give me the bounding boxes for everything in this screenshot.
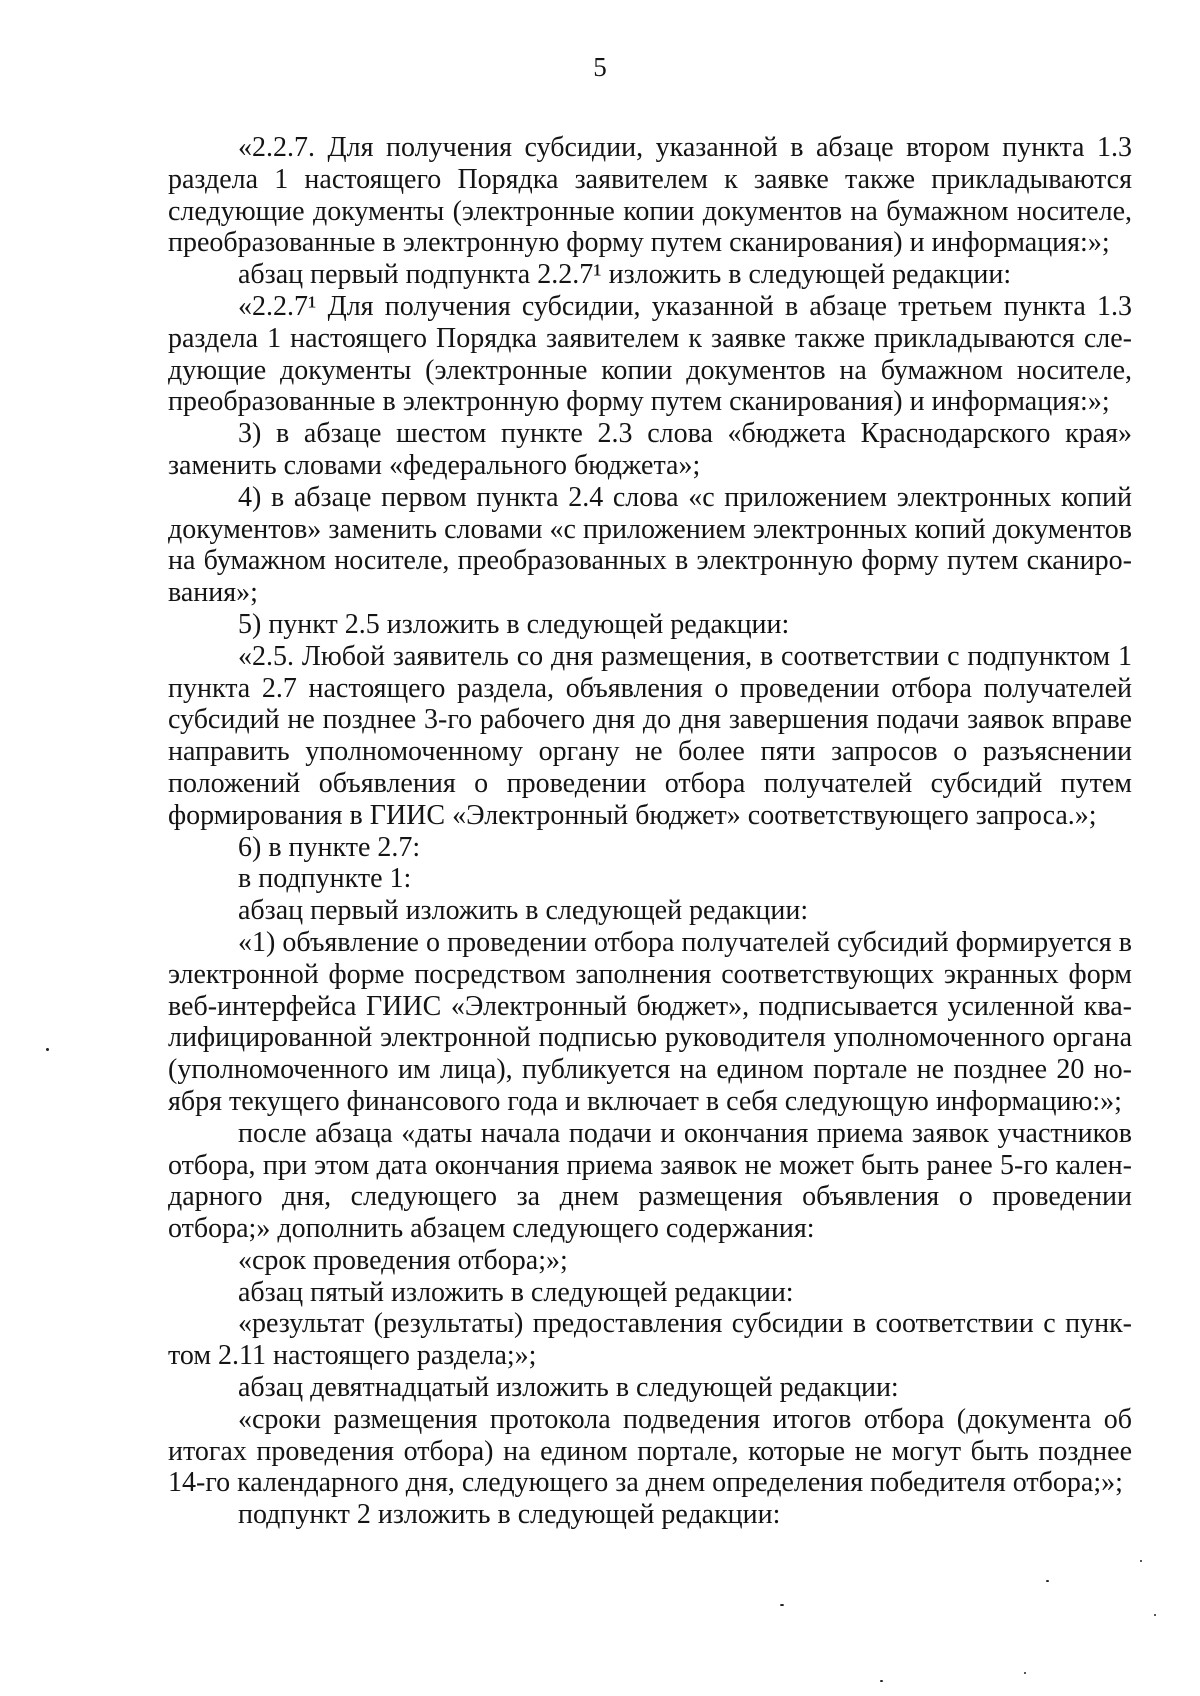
paragraph-item-4: 4) в абзаце первом пункта 2.4 слова «с приложением электронных копий документов» заменить словами «с приложением электронных копий документов на бумажном носителе, преобразованных в электронную форму путем сканирования»; bbox=[168, 481, 1132, 609]
paragraph-nineteenth-abzac: абзац девятнадцатый изложить в следующей редакции: bbox=[238, 1372, 899, 1404]
paragraph-2-2-7-1: «2.2.7¹ Для получения субсидии, указанной в абзаце третьем пункта 1.3 раздела 1 настоящего Порядка заявителем к заявке также прикладываются следующие документы (электронные копии документов на бумажном носителе, преобразованные в электронную форму путем сканирования) и информация:»; bbox=[168, 290, 1132, 418]
paragraph-item-5: 5) пункт 2.5 изложить в следующей редакции: bbox=[238, 608, 790, 640]
paragraph-subitem-1: в подпункте 1: bbox=[238, 863, 412, 895]
paragraph-result: «результат (результаты) предоставления субсидии в соответствии с пунктом 2.11 настоящего раздела;»; bbox=[168, 1308, 1132, 1372]
paragraph-2-5: «2.5. Любой заявитель со дня размещения, в соответствии с подпунктом 1 пункта 2.7 настоящего раздела, объявления о проведении отбора получателей субсидий не позднее 3-го рабочего дня до дня завершения подачи заявок вправе направить уполномоченному органу не более пяти запросов о разъяснении положений объявления о проведении отбора получателей субсидий путем формирования в ГИИС «Электронный бюджет» соответствующего запроса.»; bbox=[168, 640, 1132, 831]
document-body bbox=[168, 132, 1132, 1531]
paragraph-item-6: 6) в пункте 2.7: bbox=[238, 831, 421, 863]
scan-speck bbox=[1154, 1614, 1156, 1616]
paragraph-item-3: 3) в абзаце шестом пункте 2.3 слова «бюджета Краснодарского края» заменить словами «федерального бюджета»; bbox=[168, 418, 1132, 481]
scan-speck bbox=[1046, 1580, 1049, 1582]
page-number: 5 bbox=[593, 52, 607, 82]
paragraph-after-abzac: после абзаца «даты начала подачи и окончания приема заявок участников отбора, при этом дата окончания приема заявок не может быть ранее 5-го календарного дня, следующего за днем размещения объявления о проведении отбора;» дополнить абзацем следующего содержания: bbox=[168, 1117, 1132, 1245]
paragraph-selection-term: «срок проведения отбора;»; bbox=[238, 1244, 568, 1276]
scan-speck bbox=[1140, 1560, 1142, 1562]
scan-speck bbox=[46, 1048, 49, 1051]
paragraph-amend-2-2-7-1: абзац первый подпункта 2.2.7¹ изложить в следующей редакции: bbox=[238, 259, 1012, 291]
paragraph-subitem-2: подпункт 2 изложить в следующей редакции: bbox=[238, 1499, 781, 1531]
paragraph-fifth-abzac: абзац пятый изложить в следующей редакции: bbox=[238, 1276, 794, 1308]
paragraph-first-abzac: абзац первый изложить в следующей редакции: bbox=[238, 895, 809, 927]
paragraph-announcement: «1) объявление о проведении отбора получателей субсидий формируется в электронной форме посредством заполнения соответствующих экранных форм веб-интерфейса ГИИС «Электронный бюджет», подписывается усиленной квалифицированной электронной подписью руководителя уполномоченного органа (уполномоченного им лица), публикуется на едином портале не позднее 20 ноября текущего финансового года и включает в себя следующую информацию:»; bbox=[168, 926, 1132, 1117]
paragraph-2-2-7: «2.2.7. Для получения субсидии, указанной в абзаце втором пункта 1.3 раздела 1 настоящего Порядка заявителем к заявке также прикладываются следующие документы (электронные копии документов на бумажном носителе, преобразованные в электронную форму путем сканирования) и информация:»; bbox=[168, 132, 1132, 259]
scan-speck bbox=[1024, 1672, 1026, 1674]
paragraph-protocol-terms: «сроки размещения протокола подведения итогов отбора (документа об итогах проведения отбора) на едином портале, которые не могут быть позднее 14-го календарного дня, следующего за днем определения победителя отбора;»; bbox=[168, 1403, 1132, 1499]
scan-speck bbox=[880, 1680, 883, 1682]
scan-speck bbox=[780, 1604, 784, 1606]
